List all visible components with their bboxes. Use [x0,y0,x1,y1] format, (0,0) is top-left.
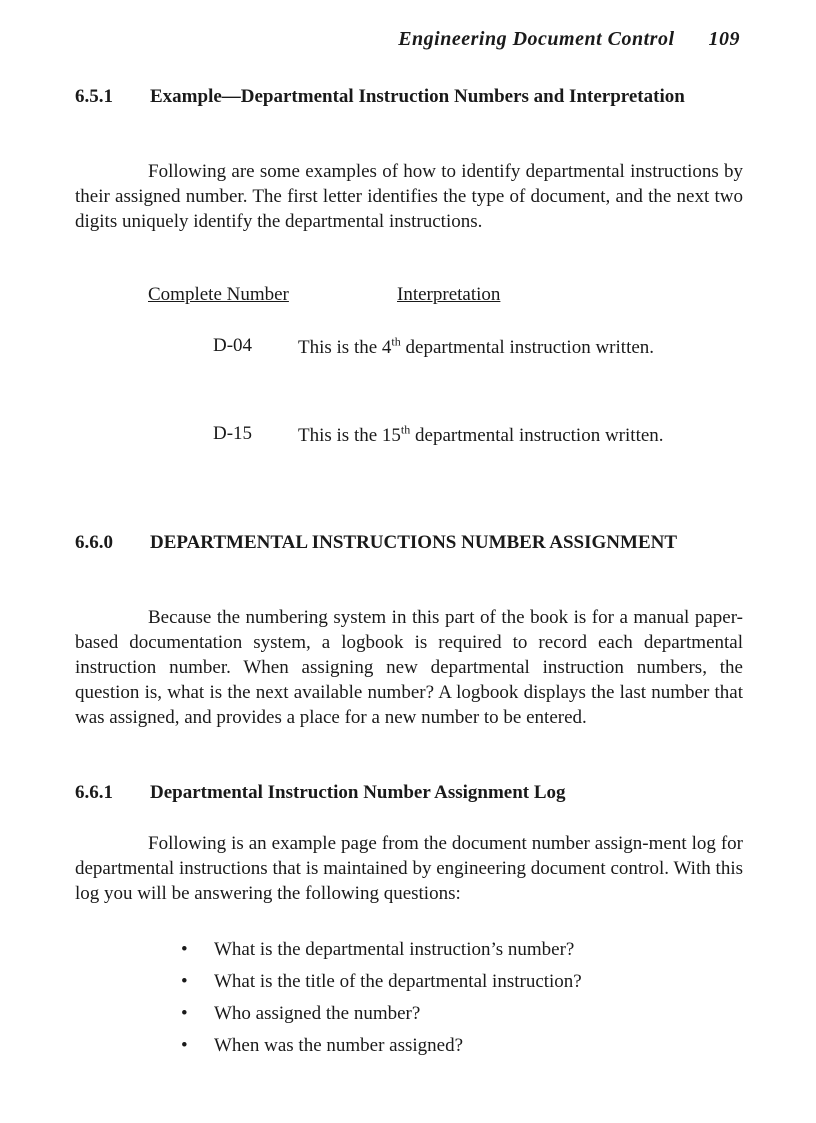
bullet: • [181,1003,188,1024]
running-header [398,28,740,51]
section-heading-6-6-0 [75,530,735,580]
paragraph-6-6-1 [75,831,743,906]
header-title: Engineering Document Control [398,28,675,50]
example-interpretation: This is the 4th departmental instruction written. [298,334,655,358]
page-number: 109 [708,28,740,50]
section-title: DEPARTMENTAL INSTRUCTIONS NUMBER ASSIGNMENT [150,532,678,553]
paragraph-6-6-0 [75,605,743,730]
section-number: 6.5.1 [75,86,113,107]
paragraph-text: Following are some examples of how to identify departmental instructions by their assigned number. The first letter identifies the type of document, and the next two digits uniquely identify the departmental instructions. [75,161,743,232]
question-list [181,937,582,1065]
paragraph-text: Because the numbering system in this part of the book is for a manual paper-based documentation system, a logbook is required to record each departmental instruction number. When assigning new departmental instruction numbers, the question is, what is the next available number? A logbook displays the last number that was assigned, and provides a place for a new number to be entered. [75,607,743,728]
list-item: • What is the departmental instruction’s number? [181,939,575,960]
paragraph-text: Following is an example page from the document number assign-ment log for departmental instructions that is maintained by engineering document control. With this log you will be answering the following questions: [75,833,743,904]
bullet: • [181,971,188,992]
paragraph-6-5-1 [75,159,743,234]
list-item: • What is the title of the departmental instruction? [181,971,582,992]
column-header-complete-number: Complete Number [148,284,289,305]
example-code: D-15 [213,423,253,444]
section-title: Example—Departmental Instruction Numbers and Interpretation [150,86,685,107]
bullet: • [181,1035,188,1056]
section-title: Departmental Instruction Number Assignment Log [150,782,566,803]
section-number: 6.6.1 [75,782,113,803]
column-header-interpretation: Interpretation [397,284,501,305]
section-heading-6-6-1 [75,780,735,805]
section-number: 6.6.0 [75,532,113,553]
example-interpretation: This is the 15th departmental instruction written. [298,422,664,446]
list-item: • Who assigned the number? [181,1003,421,1024]
example-code: D-04 [213,335,253,356]
section-heading-6-5-1 [75,84,735,134]
bullet: • [181,939,188,960]
list-item: • When was the number assigned? [181,1035,464,1056]
